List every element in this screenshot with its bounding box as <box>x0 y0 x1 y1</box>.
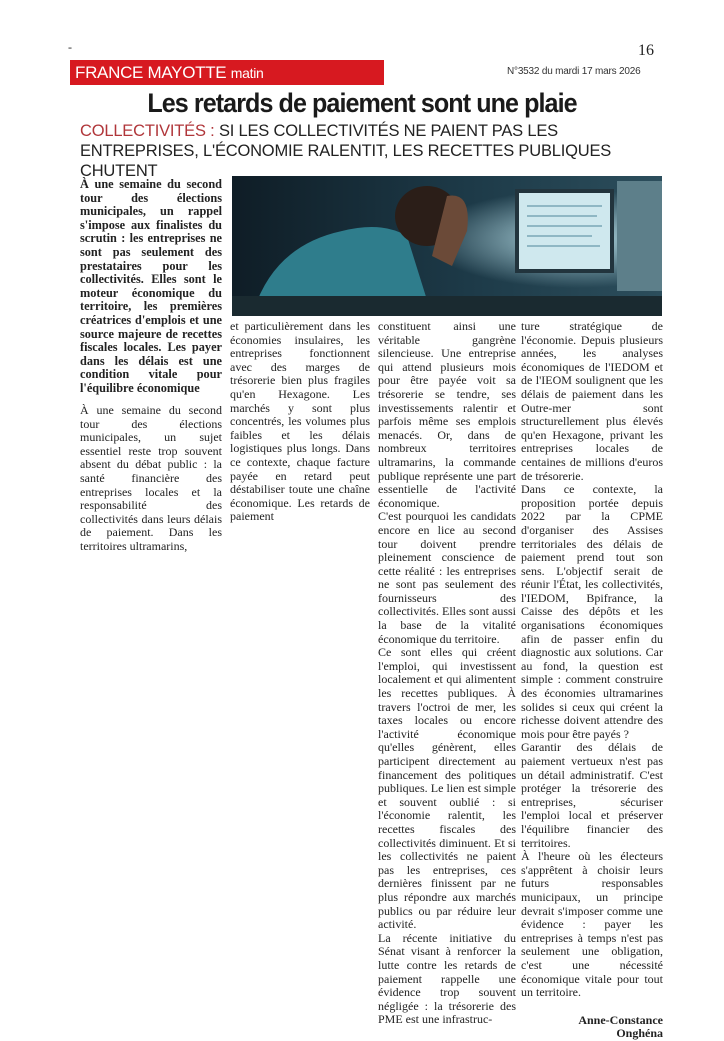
page-number: 16 <box>638 42 654 59</box>
article-column-3 <box>378 320 516 1027</box>
article-column-2 <box>230 320 370 524</box>
stressed-worker-image <box>232 176 662 316</box>
paragraph: ture stratégique de l'économie. Depuis plusieurs années, les analyses économiques de l'IEDOM et de l'IEOM soulignent que les délais de paiement dans les Outre-mer sont structurellement plus élevés qu'en Hexagone, privant les entreprises locales de centaines de millions d'euros de trésorerie. <box>521 319 663 483</box>
article-subtitle <box>80 121 670 181</box>
article-photo <box>232 176 662 316</box>
subtitle-text: SI LES COLLECTIVITÉS NE PAIENT PAS LES ENTREPRISES, L'ÉCONOMIE RALENTIT, LES RECETTES PUBLIQUES CHUTENT <box>80 122 612 180</box>
author-first-name: Anne-Constance <box>578 1012 663 1027</box>
page-dash: - <box>68 40 72 54</box>
paragraph: Ce sont elles qui créent l'emploi, qui investissent localement et qui alimentent les recettes publiques. À travers l'octroi de mer, les taxes locales ou encore l'activité économique qu'elles génèrent, elles participent directement au financement des politiques publiques. Le lien est simple et souvent oublié : si l'économie ralentit, les recettes fiscales des collectivités diminuent. Et si les collectivités ne paient pas les entreprises, ces dernières finissent par ne plus répondre aux marchés publics ou par réduire leur activité. <box>378 645 516 932</box>
paragraph: La récente initiative du Sénat visant à renforcer la lutte contre les retards de paiement rappelle une évidence trop souvent négligée : la trésorerie des PME est une infrastruc- <box>378 930 516 1027</box>
article-column-1 <box>80 404 222 554</box>
publication-name: FRANCE MAYOTTE <box>75 63 227 82</box>
article-column-4 <box>521 320 663 1041</box>
article-lead: À une semaine du second tour des élections municipales, un rappel s'impose aux finalistes du scrutin : les entreprises ne sont pas seulement des prestataires pour les collectivités. Elles sont le moteur économique du territoire, les premières créatrices d'emplois et une source majeure de recettes fiscales locales. Les payer dans les délais est une condition vitale pour l'équilibre économique <box>80 177 222 395</box>
kicker: COLLECTIVITÉS : <box>80 122 215 140</box>
article-title: Les retards de paiement sont une plaie <box>147 88 577 118</box>
paragraph: À l'heure où les électeurs s'apprêtent à choisir leurs futurs responsables municipaux, un principe devrait s'imposer comme une évidence : payer les entreprises à temps n'est pas seulement une obligation, c'est une nécessité économique vitale pour tout un territoire. <box>521 849 663 1000</box>
publication-suffix: matin <box>230 65 264 81</box>
paragraph: et particulièrement dans les économies insulaires, les entreprises fonctionnent avec des marges de trésorerie bien plus fragiles qu'en Hexagone. Les marchés y sont plus concentrés, les volumes plus faibles et les délais logistiques plus longs. Dans ce contexte, chaque facture payée en retard peut déstabiliser toute une chaîne économique. Les retards de paiement <box>230 319 370 524</box>
paragraph: C'est pourquoi les candidats encore en lice au second tour doivent prendre pleinement conscience de cette réalité : les entreprises ne sont pas seulement des fournisseurs des collectivités. Elles sont aussi la base de la vitalité économique du territoire. <box>378 509 516 646</box>
paragraph: constituent ainsi une véritable gangrène silencieuse. Une entreprise qui attend plusieurs mois pour être payée voit sa trésorerie se tendre, ses investissements ralentir et parfois même ses emplois menacés. Or, dans de nombreux territoires ultramarins, la commande publique représente une part essentielle de l'activité économique. <box>378 319 516 510</box>
publication-banner <box>70 60 384 85</box>
paragraph: À une semaine du second tour des élections municipales, un sujet essentiel reste trop souvent absent du débat public : la santé financière des entreprises locales et la responsabilité des collectivités dans leurs délais de paiement. Dans les territoires ultramarins, <box>80 403 222 553</box>
paragraph: Garantir des délais de paiement vertueux n'est pas un détail administratif. C'est protéger la trésorerie des entreprises, sécuriser l'emploi local et préserver l'équilibre financier des territoires. <box>521 740 663 850</box>
author-byline <box>521 1014 663 1041</box>
paragraph: Dans ce contexte, la proposition portée depuis 2022 par la CPME d'organiser des Assises territoriales des délais de paiement prend tout son sens. L'objectif serait de réunir l'État, les collectivités, l'IEDOM, Bpifrance, la Caisse des dépôts et les organisations économiques afin de passer enfin du diagnostic aux solutions. Car au fond, la question est simple : comment construire des économies ultramarines solides si ceux qui créent la richesse doivent attendre des mois pour être payés ? <box>521 482 663 741</box>
issue-line: N°3532 du mardi 17 mars 2026 <box>507 66 641 77</box>
author-last-name: Onghéna <box>616 1026 663 1041</box>
